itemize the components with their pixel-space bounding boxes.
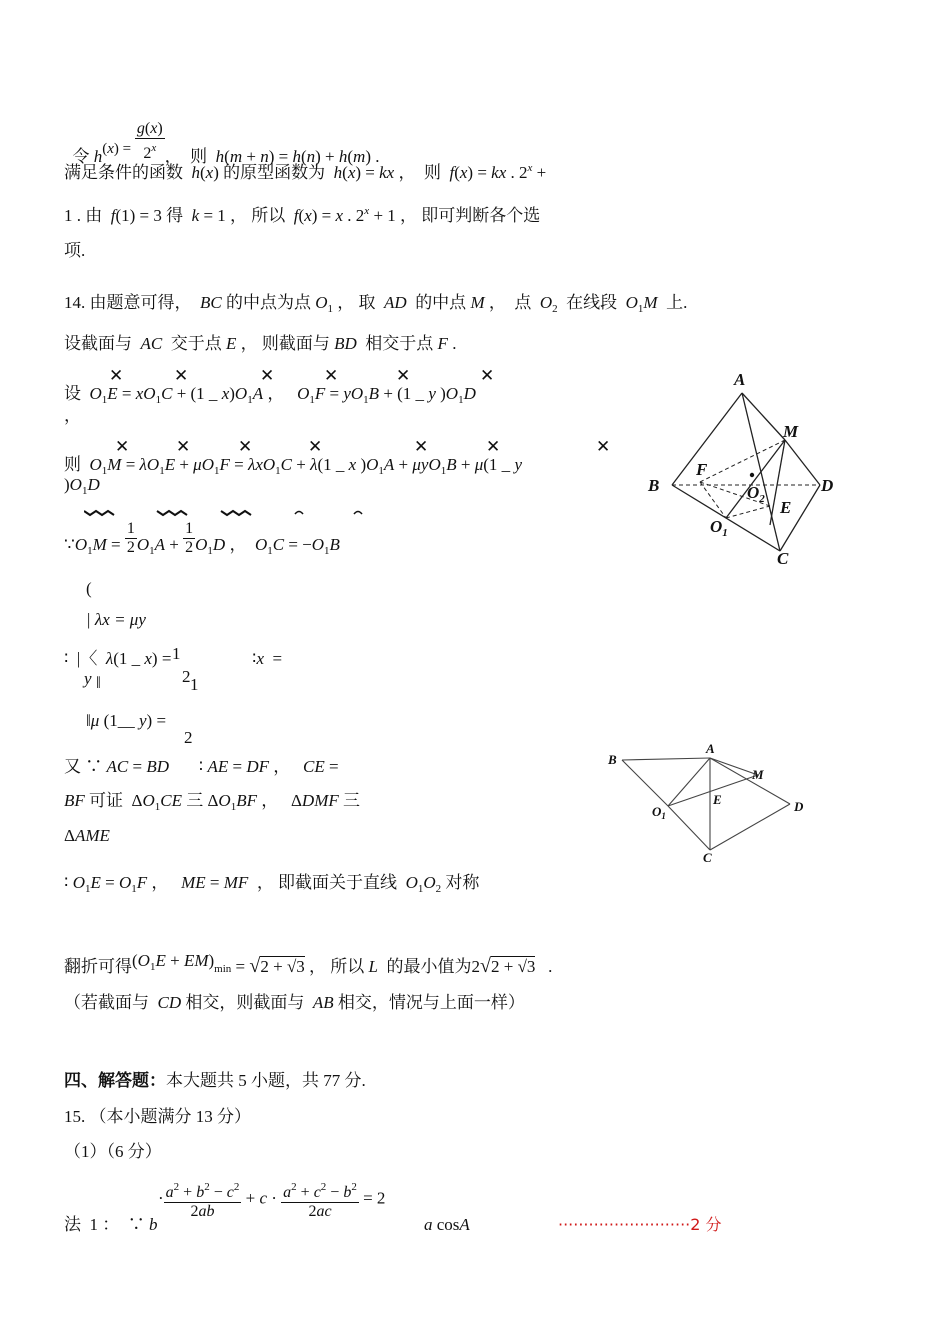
line-10: 又 ∵ AC = BD ∶ AE = DF ， CE = — [64, 757, 339, 776]
section-heading-bold: 四、解答题： — [64, 1071, 166, 1090]
label-o2: $O_2$ — [747, 483, 765, 505]
label-o1: $O_1$ — [710, 517, 728, 539]
line-14: 翻折可得$(O_1E + EM)\min = √2 + √3$ ， 所以 L 的最小值为2√2 + √3 . — [64, 951, 553, 977]
line-11: BF 可证 $\Delta O_1CE$ 三 $\Delta O_1BF$ ， ΔDMF 三 — [64, 791, 360, 813]
vector-mark-icon: ✕ — [176, 437, 191, 457]
line-7: 设 $O_1E = xO_1C + (1$ _ $x)O_1A$ ， $O_1F = yO_1B + (1$ _ y )$O_1D$ — [64, 384, 476, 406]
line-12: ΔAME — [64, 826, 110, 845]
label-f: F — [696, 460, 708, 479]
line-1: 令 h(x) = $\frac{g(x)}{2^x}$ ， 则 h(m + n) = h(n) + h(m) . — [72, 120, 380, 166]
figure-folded — [600, 738, 820, 868]
fraction-line: · $\frac{a^2 + b^2 - c^2}{2ab}$ + c · $\frac{a^2 + c^2 - b^2}{2ac}$ = 2 — [158, 1178, 385, 1221]
label-b2: B — [608, 752, 617, 767]
vector-mark-icon: ✕ — [596, 437, 611, 457]
line-3: 1 . 由 f(1) = 3 得 k = 1 ， 所以 f(x) = x . $2^x + 1$ ， 即可判断各个选 — [64, 205, 541, 225]
vector-mark-icon: ✕ — [238, 437, 253, 457]
section-heading-text: 本大题共 5 小题，共 77 分. — [166, 1071, 366, 1090]
line-6: 设截面与 AC 交于点 E ， 则截面与 BD 相交于点 F . — [64, 334, 457, 353]
line-7b: ， — [64, 406, 81, 425]
system-y: y — [84, 669, 92, 688]
system-result: ∶x = — [252, 649, 283, 668]
line-19-tail: a cosA — [424, 1215, 470, 1234]
vector-mark-icon: ✕ — [308, 437, 323, 457]
vector-mark-icon: ✕ — [174, 366, 189, 386]
label-m: M — [783, 422, 799, 441]
system-eq-2: ∶ |〈 λ(1 _ x) = — [64, 649, 172, 668]
system-paren: ( — [86, 579, 92, 598]
label-e2: E — [713, 792, 722, 807]
line-8b: )$O_1D$ — [64, 475, 100, 497]
label-b: B — [648, 476, 660, 495]
system-one-top: 1 — [172, 644, 181, 663]
system-one: 1 — [190, 675, 199, 694]
line-17: 15. （本小题满分 13 分） — [64, 1107, 251, 1126]
label-a2: A — [706, 741, 715, 756]
system-two: 2 — [182, 667, 191, 686]
line-5: 14. 由题意可得， BC 的中点为点 $O_1$ ， 取 AD 的中点 M ， 点 $O_2$ 在线段 $O_1M$ 上. — [64, 293, 688, 315]
vector-mark-icon: ✕ — [260, 366, 275, 386]
vector-mark-icon: ✕ — [109, 366, 124, 386]
label-m2: M — [752, 767, 764, 782]
score-note: ··························2 分 — [558, 1215, 722, 1234]
figure-tetrahedron — [630, 365, 850, 575]
line-13: ∶ $O_1E = O_1F$ ， ME = MF ， 即截面关于直线 $O_1O_2$ 对称 — [64, 873, 480, 895]
label-e: E — [780, 498, 792, 517]
line-8: 则 $O_1M = \lambda O_1E + \mu O_1F = \lambda xO_1C + \lambda(1$ _ x )$O_1A + \mu yO_1B + \mu(1$ _ y — [64, 455, 522, 477]
vector-mark-icon: ✕ — [480, 366, 495, 386]
vector-arrows — [84, 505, 384, 515]
system-bar: ‖ — [96, 673, 101, 692]
line-4: 项. — [64, 241, 86, 260]
section-heading — [64, 1070, 366, 1092]
label-a: A — [734, 370, 746, 389]
system-eq-3-two: 2 — [184, 728, 193, 747]
line-18: （1）（6 分） — [64, 1142, 162, 1161]
line-19: 法 1 ： ∵ b — [64, 1215, 158, 1234]
label-c: C — [777, 549, 789, 568]
vector-mark-icon: ✕ — [414, 437, 429, 457]
system-eq-1: | λx = μy — [86, 610, 146, 629]
vector-mark-icon: ✕ — [324, 366, 339, 386]
label-d2: D — [794, 799, 804, 814]
line-9: $\because O_1M$ = $\frac{1}{2}$ $O_1A$ + $\frac{1}{2}$ $O_1D$ ， $O_1C = -O_1B$ — [64, 520, 340, 557]
vector-mark-icon: ✕ — [115, 437, 130, 457]
label-o1b: $O_1$ — [652, 804, 666, 821]
line-15: （若截面与 CD 相交，则截面与 AB 相交，情况与上面一样） — [64, 993, 525, 1012]
label-d: D — [821, 476, 834, 495]
label-c2: C — [703, 850, 712, 865]
system-eq-3: ‖μ (1__ y) = — [86, 711, 167, 730]
line-2: 满足条件的函数 h(x) 的原型函数为 h(x) = kx ， 则 f(x) = kx . $2^x$ + — [64, 162, 547, 182]
vector-mark-icon: ✕ — [396, 366, 411, 386]
vector-mark-icon: ✕ — [486, 437, 501, 457]
